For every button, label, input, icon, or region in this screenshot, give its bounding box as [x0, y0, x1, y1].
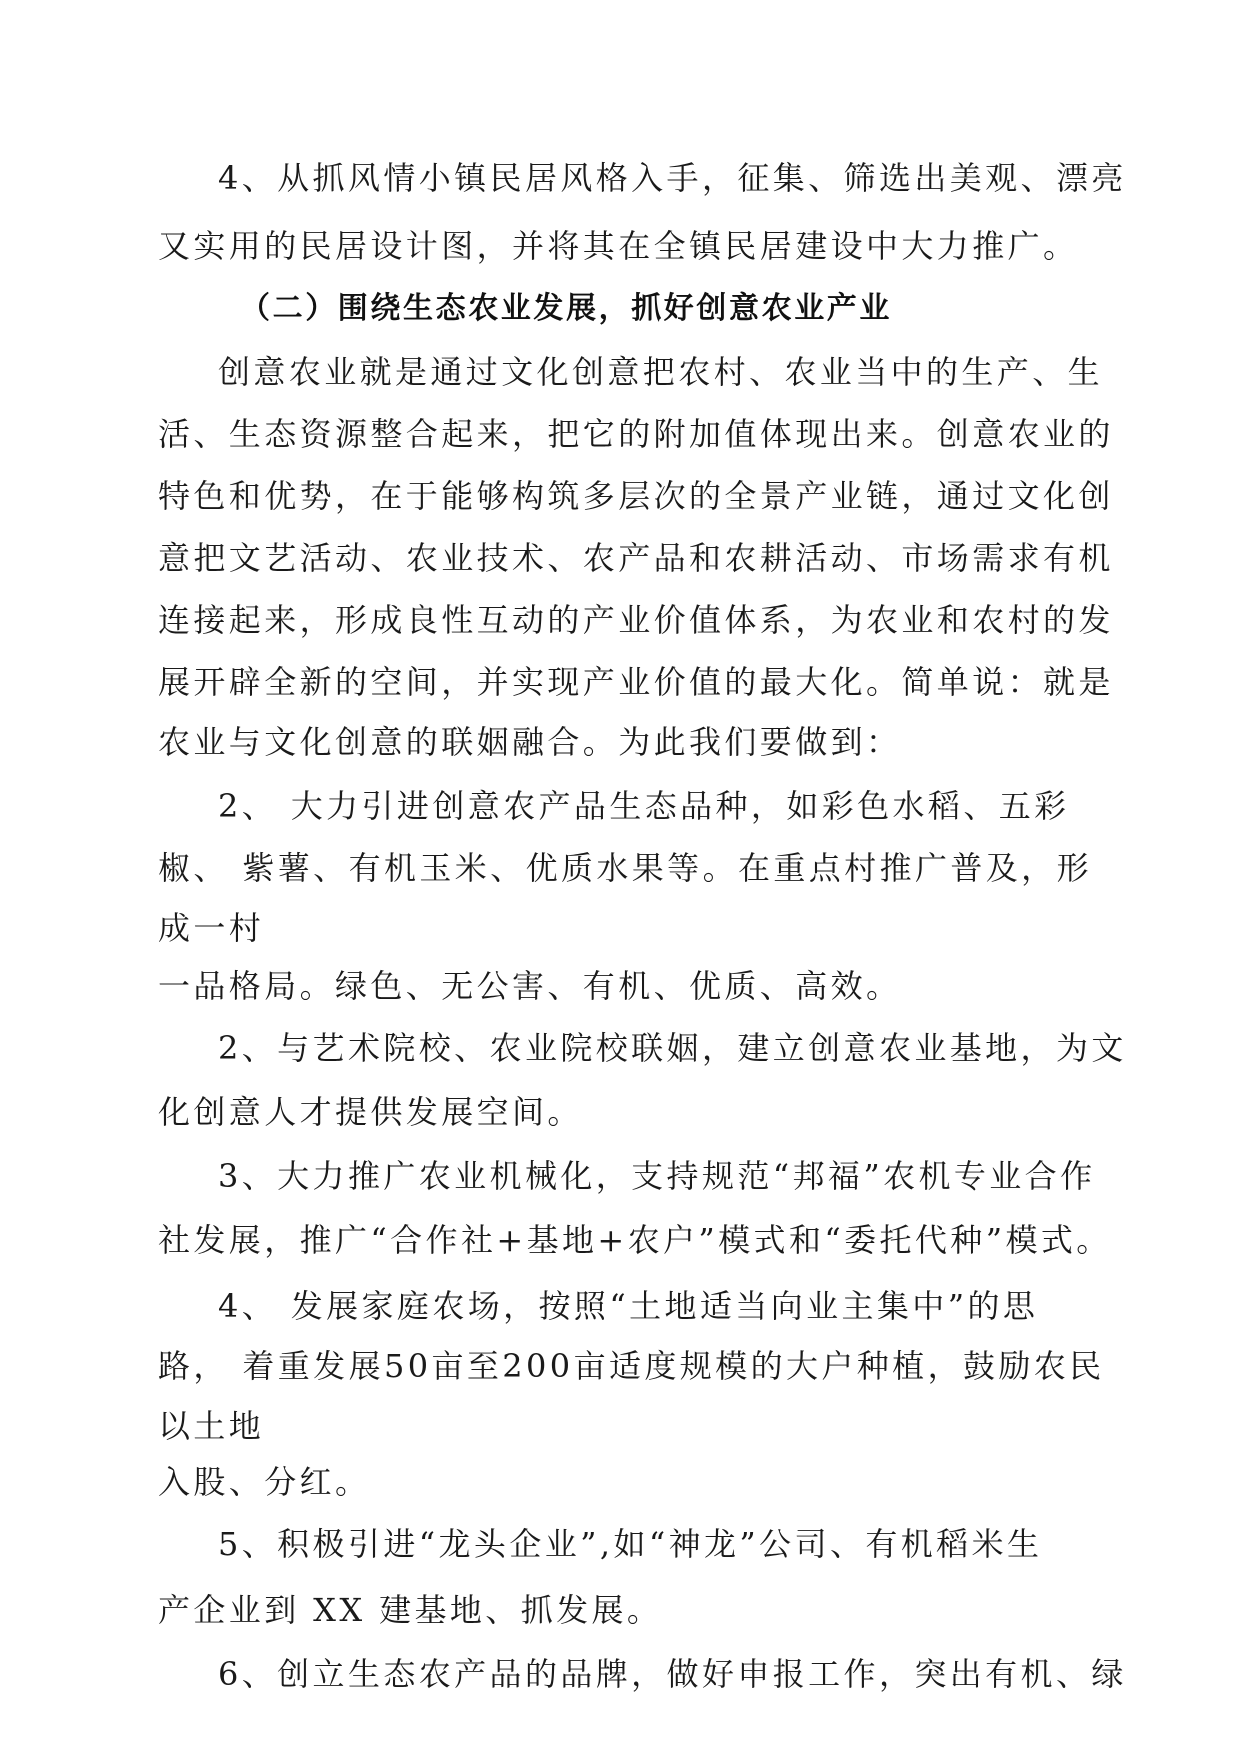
section-heading: （二）围绕生态农业发展，抓好创意农业产业 [240, 291, 892, 326]
list-item-line: 入股、分红。 [158, 1463, 371, 1501]
list-item-line: 以土地 [158, 1407, 265, 1445]
paragraph-line: 连接起来，形成良性互动的产业价值体系，为农业和农村的发 [158, 601, 1114, 639]
list-item-line: 5、积极引进“龙头企业”,如“神龙”公司、有机稻米生 [218, 1525, 1043, 1563]
paragraph-line: 创意农业就是通过文化创意把农村、农业当中的生产、生 [218, 353, 1104, 391]
list-item-line: 椒、 紫薯、有机玉米、优质水果等。在重点村推广普及，形 [158, 849, 1092, 887]
paragraph-line: 4、从抓风情小镇民居风格入手，征集、筛选出美观、漂亮 [218, 159, 1127, 197]
paragraph-line: 意把文艺活动、农业技术、农产品和农耕活动、市场需求有机 [158, 539, 1114, 577]
paragraph-line: 展开辟全新的空间，并实现产业价值的最大化。简单说：就是 [158, 663, 1114, 701]
paragraph-line: 特色和优势，在于能够构筑多层次的全景产业链，通过文化创 [158, 477, 1114, 515]
list-item-line: 4、 发展家庭农场，按照“土地适当向业主集中”的思 [218, 1287, 1039, 1325]
paragraph-line: 农业与文化创意的联姻融合。为此我们要做到： [158, 723, 902, 761]
list-item-line: 2、与艺术院校、农业院校联姻，建立创意农业基地，为文 [218, 1029, 1127, 1067]
list-item-line: 产企业到 XX 建基地、抓发展。 [158, 1591, 663, 1629]
list-item-line: 6、创立生态农产品的品牌，做好申报工作，突出有机、绿 [218, 1655, 1127, 1693]
list-item-line: 社发展，推广“合作社+基地+农户”模式和“委托代种”模式。 [158, 1221, 1112, 1259]
list-item-line: 2、 大力引进创意农产品生态品种，如彩色水稻、五彩 [218, 787, 1070, 825]
list-item-line: 化创意人才提供发展空间。 [158, 1093, 583, 1131]
paragraph-line: 活、生态资源整合起来，把它的附加值体现出来。创意农业的 [158, 415, 1114, 453]
list-item-line: 路， 着重发展50亩至200亩适度规模的大户种植，鼓励农民 [158, 1347, 1105, 1385]
list-item-line: 3、大力推广农业机械化，支持规范“邦福”农机专业合作 [218, 1157, 1096, 1195]
paragraph-line: 又实用的民居设计图，并将其在全镇民居建设中大力推广。 [158, 227, 1079, 265]
list-item-line: 一品格局。绿色、无公害、有机、优质、高效。 [158, 967, 902, 1005]
list-item-line: 成一村 [158, 909, 265, 947]
